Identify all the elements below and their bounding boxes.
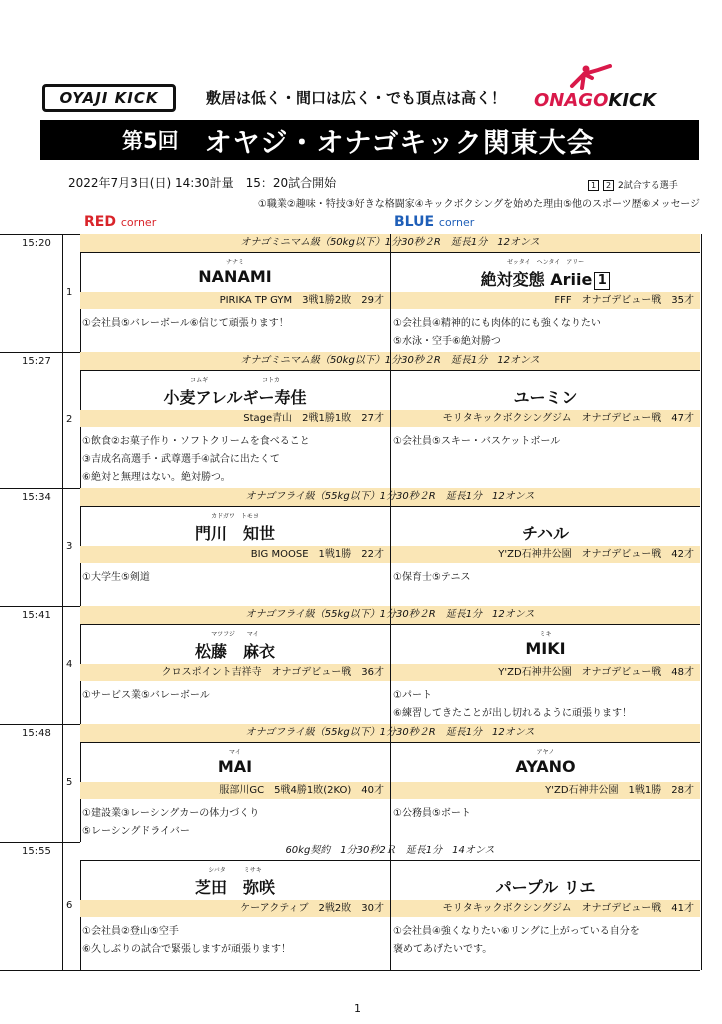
fighter-profile xyxy=(82,923,291,959)
name-reading: アヤノ xyxy=(536,749,555,756)
bout-number: 5 xyxy=(66,777,73,788)
double-bout-badge: 1 xyxy=(594,272,610,290)
fighter-name: 小麦アレルギー寿佳 xyxy=(163,388,307,407)
weight-class-row: オナゴミニマム級（50kg以下）1分30秒２R 延長1分 12オンス xyxy=(80,352,700,371)
name-reading: コムギ コトカ xyxy=(190,377,280,384)
fighter-name: NANAMI xyxy=(198,267,272,286)
red-fighter xyxy=(80,842,391,970)
fighter-profile xyxy=(393,687,632,723)
fighter-profile xyxy=(393,923,640,959)
event-title: オヤジ・オナゴキック関東大会 xyxy=(204,127,595,159)
bout-time: 15:48 xyxy=(22,728,51,739)
profile-line: ①会社員④強くなりたい⑥リングに上がっている自分を xyxy=(393,926,640,937)
profile-line: ①保育士⑤テニス xyxy=(393,572,471,583)
name-reading: ナナミ xyxy=(225,259,244,266)
fighter-profile xyxy=(82,687,210,705)
event-title-bar xyxy=(40,120,699,160)
name-reading: シバタ ミサキ xyxy=(208,867,262,874)
profile-line: ⑤水泳・空手⑥絶対勝つ xyxy=(393,336,501,347)
oyaji-kick-logo: OYAJI KICK xyxy=(42,84,176,112)
fighter-name: パープル リエ xyxy=(495,878,596,897)
bout-number: 3 xyxy=(66,541,73,552)
legend xyxy=(588,178,678,191)
legend-text: 2試合する選手 xyxy=(618,181,678,191)
fighter-profile xyxy=(82,315,289,333)
weight-class-row: オナゴフライ級（55kg以下）1分30秒２R 延長1分 12オンス xyxy=(80,606,700,625)
name-reading: マイ xyxy=(229,749,241,756)
gym-record-row: クロスポイント吉祥寺 オナゴデビュー戦 36才 xyxy=(80,664,390,681)
gym-record-row: モリタキックボクシングジム オナゴデビュー戦 41才 xyxy=(391,900,700,917)
weight-class-row: オナゴフライ級（55kg以下）1分30秒２R 延長1分 12オンス xyxy=(80,724,700,743)
red-corner-label: RED corner xyxy=(84,214,157,230)
gym-record-row: BIG MOOSE 1戦1勝 22才 xyxy=(80,546,390,563)
fighter-name: AYANO xyxy=(515,757,576,776)
profile-line: ⑥絶対と無理はない。絶対勝つ。 xyxy=(82,472,231,483)
profile-line: ①会社員④精神的にも肉体的にも強くなりたい xyxy=(393,318,601,329)
fighter-profile xyxy=(393,315,601,351)
fighter-profile xyxy=(82,805,259,841)
blue-corner-label: BLUE corner xyxy=(394,214,475,230)
profile-line: ⑥練習してきたことが出し切れるように頑張ります！ xyxy=(393,708,632,719)
fighter-name: 門川 知世 xyxy=(194,524,275,543)
page-number: 1 xyxy=(354,1002,361,1015)
fighter-name: 絶対変態 Ariie 1 xyxy=(391,267,700,290)
profile-line: ⑥久しぶりの試合で緊張しますが頑張ります！ xyxy=(82,944,291,955)
fighter-profile xyxy=(82,433,310,487)
event-date: 2022年7月3日(日) 14:30計量 15：20試合開始 xyxy=(68,176,337,190)
bout-row xyxy=(0,606,722,724)
red-fighter xyxy=(80,352,391,488)
fighter-profile xyxy=(393,569,471,587)
profile-line: ③吉成名高選手・武尊選手④試合に出たくて xyxy=(82,454,280,465)
blue-fighter xyxy=(391,842,700,970)
weight-class-row: オナゴフライ級（55kg以下）1分30秒２R 延長1分 12オンス xyxy=(80,488,700,507)
fighter-name: MIKI xyxy=(525,639,566,658)
bout-time: 15:55 xyxy=(22,846,51,857)
blue-fighter xyxy=(391,488,700,606)
bout-row xyxy=(0,488,722,606)
red-fighter xyxy=(80,606,391,724)
bout-number: 6 xyxy=(66,900,73,911)
red-fighter xyxy=(80,234,391,352)
fighter-name: チハル xyxy=(521,524,570,543)
blue-fighter xyxy=(391,352,700,488)
bout-row xyxy=(0,234,722,352)
name-reading: ゼッタイ ヘンタイ アリー xyxy=(506,259,585,266)
legend-box-2: 2 xyxy=(603,180,614,191)
red-fighter xyxy=(80,724,391,842)
profile-line: ①公務員⑤ボート xyxy=(393,808,471,819)
bout-time: 15:41 xyxy=(22,610,51,621)
name-reading: カドガワ トモヨ xyxy=(211,513,259,520)
onago-kick-logo: ONAGOKICK xyxy=(534,90,657,111)
name-reading: マツフジ マイ xyxy=(211,631,259,638)
gym-record-row: PIRIKA TP GYM 3戦1勝2敗 29才 xyxy=(80,292,390,309)
bout-row xyxy=(0,352,722,488)
bout-row xyxy=(0,724,722,842)
slogan: 敷居は低く・間口は広く・でも頂点は高く！ xyxy=(206,89,507,107)
fighter-name: 松藤 麻衣 xyxy=(194,642,275,661)
blue-fighter xyxy=(391,606,700,724)
profile-line: ①パート xyxy=(393,690,432,701)
profile-line: ①飲食②お菓子作り・ソフトクリームを食べること xyxy=(82,436,310,447)
profile-line: ①建設業③レーシングカーの体力づくり xyxy=(82,808,260,819)
profile-line: 褒めてあげたいです。 xyxy=(393,944,493,955)
profile-line: ①会社員⑤バレーボール⑥信じて頑張ります！ xyxy=(82,318,289,329)
event-number: 第5回 xyxy=(122,129,179,153)
gym-record-row: 服部川GC 5戦4勝1敗(2KO) 40才 xyxy=(80,782,390,799)
bout-row xyxy=(0,842,722,970)
gym-record-row: モリタキックボクシングジム オナゴデビュー戦 47才 xyxy=(391,410,700,427)
gym-record-row: Stage青山 2戦1勝1敗 27才 xyxy=(80,410,390,427)
fighter-profile xyxy=(393,805,471,823)
bout-number: 1 xyxy=(66,287,73,298)
blue-fighter xyxy=(391,234,700,352)
fighter-name: 芝田 弥咲 xyxy=(194,878,275,897)
profile-line: ⑤レーシングドライバー xyxy=(82,826,190,837)
profile-line: ①大学生⑤剣道 xyxy=(82,572,150,583)
weight-class-row: オナゴミニマム級（50kg以下）1分30秒２R 延長1分 12オンス xyxy=(80,234,700,253)
gym-record-row: Y'ZD石神井公園 オナゴデビュー戦 48才 xyxy=(391,664,700,681)
fighter-profile xyxy=(393,433,560,451)
gym-record-row: FFF オナゴデビュー戦 35才 xyxy=(391,292,700,309)
bout-time: 15:27 xyxy=(22,356,51,367)
legend-box-1: 1 xyxy=(588,180,599,191)
kicker-figure-icon xyxy=(564,64,614,92)
gym-record-row: Y'ZD石神井公園 オナゴデビュー戦 42才 xyxy=(391,546,700,563)
gym-record-row: ケーアクティブ 2戦2敗 30才 xyxy=(80,900,390,917)
red-fighter xyxy=(80,488,391,606)
profile-line: ①会社員②登山⑤空手 xyxy=(82,926,179,937)
gym-record-row: Y'ZD石神井公園 1戦1勝 28才 xyxy=(391,782,700,799)
bout-number: 4 xyxy=(66,659,73,670)
table-bottom-border xyxy=(0,970,700,971)
weight-class-row: 60kg契約 1分30秒2Ｒ 延長1分 14オンス xyxy=(80,842,700,861)
profile-line: ①サービス業⑤バレーボール xyxy=(82,690,210,701)
bout-time: 15:20 xyxy=(22,238,51,249)
profile-line: ①会社員⑤スキー・バスケットボール xyxy=(393,436,561,447)
bout-time: 15:34 xyxy=(22,492,51,503)
fighter-name: MAI xyxy=(217,757,253,776)
blue-fighter xyxy=(391,724,700,842)
bout-number: 2 xyxy=(66,414,73,425)
name-reading: ミキ xyxy=(539,631,552,638)
fighter-profile xyxy=(82,569,150,587)
fighter-name: ユーミン xyxy=(513,388,578,407)
profile-key: ①職業②趣味・特技③好きな格闘家④キックボクシングを始めた理由⑤他のスポーツ歴⑥メッセージ xyxy=(257,199,700,210)
